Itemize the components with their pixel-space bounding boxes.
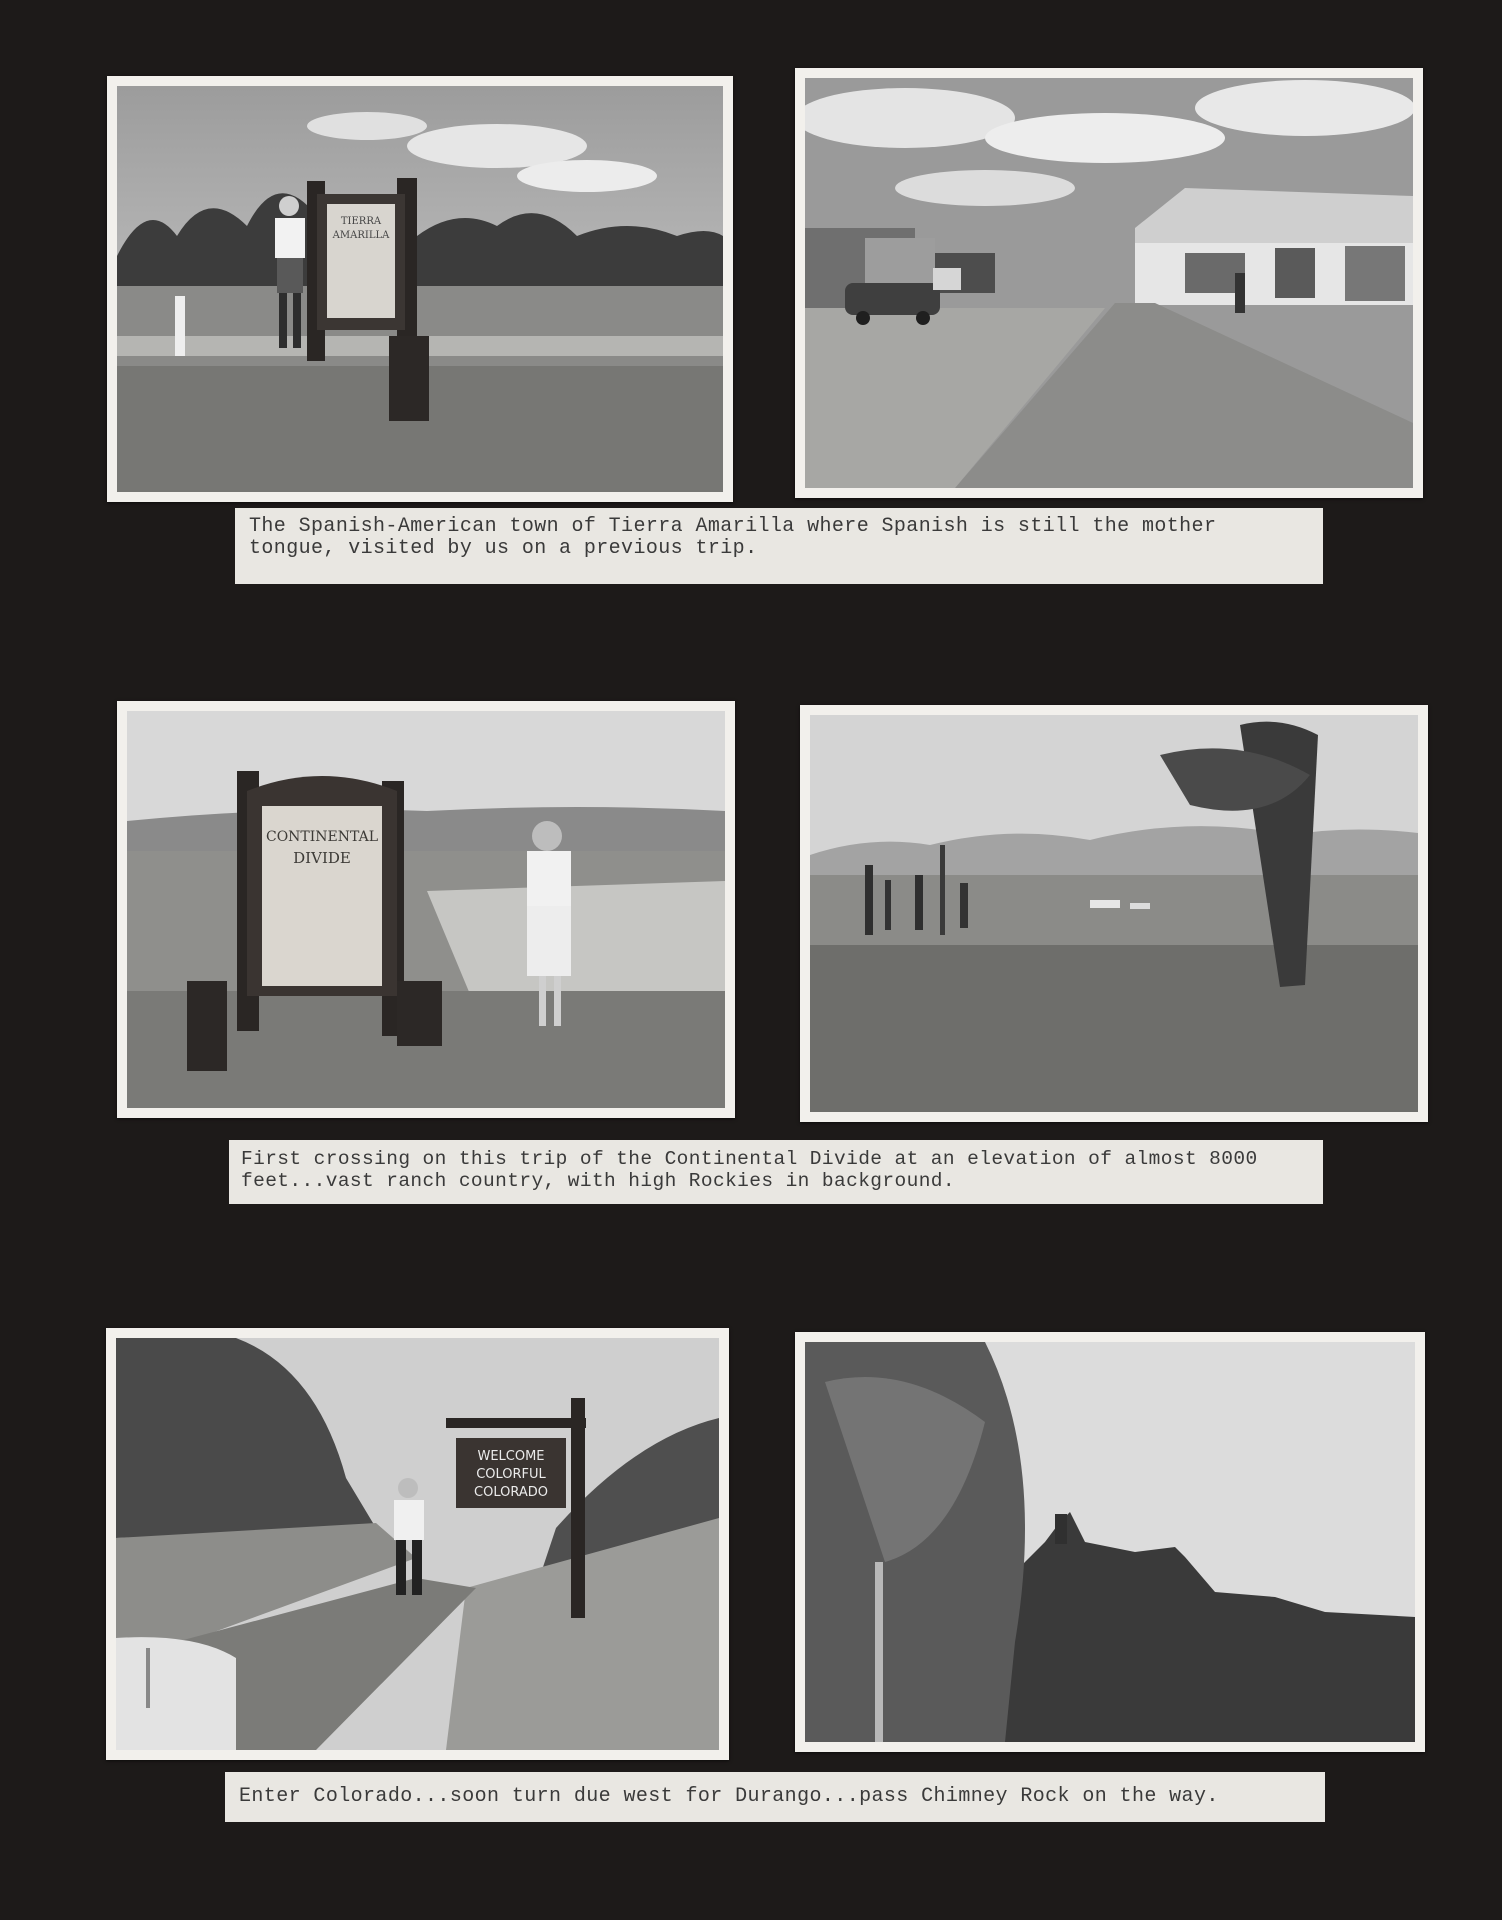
continental-divide-sign-text-2: DIVIDE: [293, 849, 351, 867]
tierra-amarilla-sign-photo: [107, 76, 733, 502]
welcome-colorado-sign-photo: [106, 1328, 729, 1760]
tierra-amarilla-sign-text: TIERRA: [340, 216, 382, 227]
tierra-amarilla-sign-text-2: AMARILLA: [332, 230, 390, 241]
caption-tierra-amarilla: The Spanish-American town of Tierra Amarilla where Spanish is still the mother tongue, visited by us on a previous trip.: [235, 508, 1323, 584]
continental-divide-sign-text: CONTINENTAL: [265, 829, 379, 845]
caption-enter-colorado: Enter Colorado...soon turn due west for Durango...pass Chimney Rock on the way.: [225, 1772, 1325, 1822]
tierra-amarilla-street-photo: [795, 68, 1423, 498]
ranch-country-photo: [800, 705, 1428, 1122]
chimney-rock-photo: [795, 1332, 1425, 1752]
welcome-sign-line-3: COLORADO: [474, 1485, 548, 1500]
welcome-sign-line-1: WELCOME: [477, 1449, 545, 1464]
caption-continental-divide: First crossing on this trip of the Continental Divide at an elevation of almost 8000 feet...vast ranch country, with high Rockies in background.: [229, 1140, 1323, 1204]
continental-divide-sign-photo: [117, 701, 735, 1118]
welcome-sign-line-2: COLORFUL: [476, 1467, 546, 1482]
